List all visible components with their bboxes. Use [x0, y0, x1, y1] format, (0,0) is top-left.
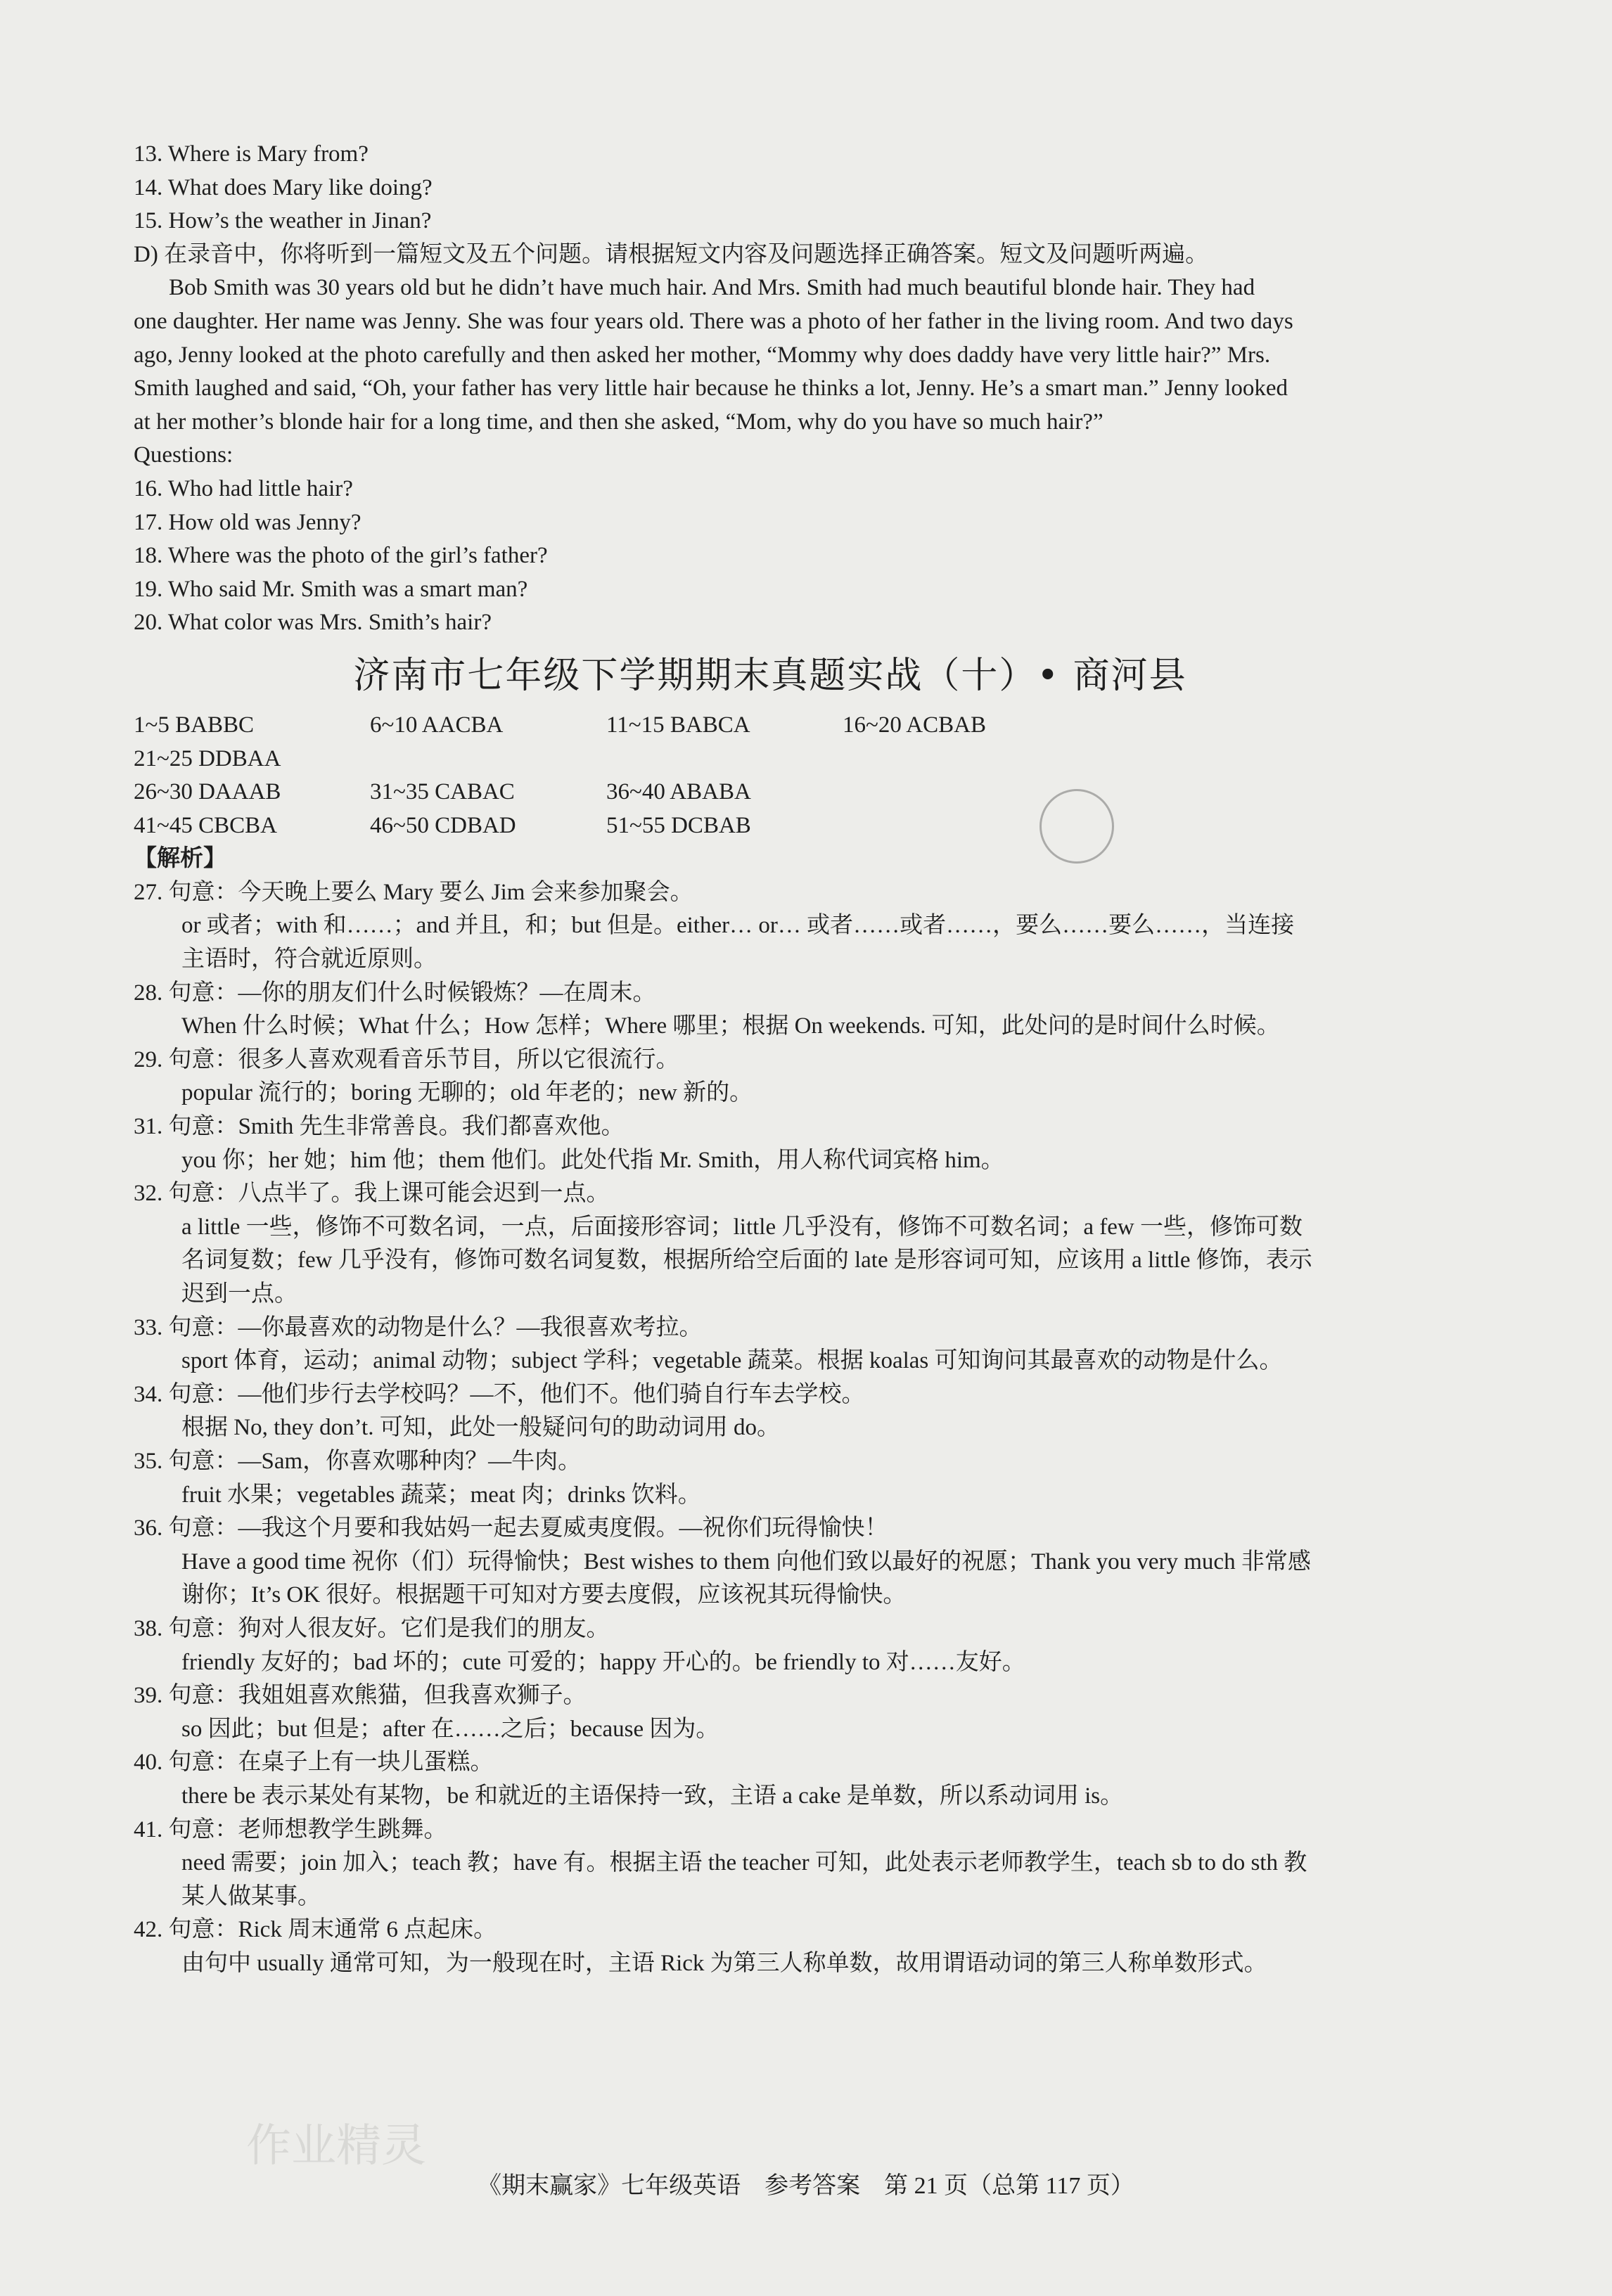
passage-line-4: Smith laughed and said, “Oh, your father has very little hair because he thinks a lot, Jenny. He’s a smart man.” Jenny looked	[134, 376, 1288, 402]
explanation-heading: 33. 句意：—你最喜欢的动物是什么？—我很喜欢考拉。	[134, 1314, 703, 1340]
explanation-item	[134, 1746, 1407, 1813]
answer-grid	[134, 709, 1407, 842]
explanation-item	[134, 1044, 1407, 1110]
explanation-text: or 或者；with 和……；and 并且，和；but 但是。either… or… 或者……或者……，要么……要么……，当连接	[181, 913, 1295, 939]
explanation-text: so 因此；but 但是；after 在……之后；because 因为。	[181, 1716, 719, 1742]
explanation-heading: 35. 句意：—Sam，你喜欢哪种肉？—牛肉。	[134, 1448, 582, 1474]
explanation-item	[134, 1512, 1407, 1612]
explanation-text: sport 体育，运动；animal 动物；subject 学科；vegetable 蔬菜。根据 koalas 可知询问其最喜欢的动物是什么。	[181, 1348, 1283, 1374]
explanation-item	[134, 1378, 1407, 1445]
explanation-item	[134, 1177, 1407, 1311]
question-13: 13. Where is Mary from?	[134, 141, 369, 167]
explanation-text: there be 表示某处有某物，be 和就近的主语保持一致，主语 a cake 是单数，所以系动词用 is。	[181, 1783, 1124, 1809]
explanation-text: 根据 No, they don’t. 可知，此处一般疑问句的助动词用 do。	[181, 1415, 780, 1441]
explanation-text: need 需要；join 加入；teach 教；have 有。根据主语 the teacher 可知，此处表示老师教学生，teach sb to do sth 教	[181, 1850, 1307, 1876]
question-17: 17. How old was Jenny?	[134, 509, 362, 535]
explanation-heading: 42. 句意：Rick 周末通常 6 点起床。	[134, 1917, 497, 1943]
explanation-heading: 27. 句意：今天晚上要么 Mary 要么 Jim 会来参加聚会。	[134, 879, 693, 905]
explanations-list	[134, 876, 1407, 1981]
page-footer: 《期末赢家》七年级英语 参考答案 第 21 页（总第 117 页）	[478, 2173, 1134, 2199]
answer-cell	[843, 743, 1079, 776]
passage-line-1: Bob Smith was 30 years old but he didn’t have much hair. And Mrs. Smith had much beautiful blonde hair. They had	[169, 275, 1255, 301]
explanation-heading: 32. 句意：八点半了。我上课可能会迟到一点。	[134, 1181, 610, 1207]
analysis-label: 【解析】	[134, 846, 226, 872]
explanation-item	[134, 1679, 1407, 1746]
passage-line-2: one daughter. Her name was Jenny. She was four years old. There was a photo of her father in the living room. And two days	[134, 308, 1293, 334]
explanation-item	[134, 977, 1407, 1044]
explanation-heading: 34. 句意：—他们步行去学校吗？—不，他们不。他们骑自行车去学校。	[134, 1381, 865, 1407]
explanation-text: 名词复数；few 几乎没有，修饰可数名词复数，根据所给空后面的 late 是形容词可知，应该用 a little 修饰，表示	[181, 1248, 1312, 1274]
section-title: 济南市七年级下学期期末真题实战（十）• 商河县	[353, 654, 1187, 697]
explanation-text: popular 流行的；boring 无聊的；old 年老的；new 新的。	[181, 1080, 753, 1106]
explanation-heading: 40. 句意：在桌子上有一块儿蛋糕。	[134, 1750, 494, 1776]
passage-line-5: at her mother’s blonde hair for a long time, and then she asked, “Mom, why do you have so much hair?”	[134, 409, 1104, 435]
answer-cell	[370, 743, 606, 776]
answer-cell: 6~10 AACBA	[370, 712, 504, 738]
section-d	[134, 238, 1407, 640]
answer-cell: 26~30 DAAAB	[134, 779, 281, 805]
explanation-item	[134, 1311, 1407, 1378]
explanation-item	[134, 1814, 1407, 1914]
explanation-heading: 39. 句意：我姐姐喜欢熊猫，但我喜欢狮子。	[134, 1683, 587, 1709]
explanation-heading: 28. 句意：—你的朋友们什么时候锻炼？—在周末。	[134, 980, 656, 1006]
explanation-text: 某人做某事。	[181, 1883, 321, 1909]
explanation-text: friendly 友好的；bad 坏的；cute 可爱的；happy 开心的。be friendly to 对……友好。	[181, 1649, 1025, 1675]
listening-questions-13-15	[134, 138, 1407, 238]
explanation-text: a little 一些，修饰不可数名词，一点，后面接形容词；little 几乎没有，修饰不可数名词；a few 一些，修饰可数	[181, 1214, 1303, 1240]
faint-watermark: 作业精灵	[246, 2120, 426, 2172]
answer-cell	[606, 743, 843, 776]
explanation-heading: 31. 句意：Smith 先生非常善良。我们都喜欢他。	[134, 1114, 625, 1140]
explanation-text: fruit 水果；vegetables 蔬菜；meat 肉；drinks 饮料。	[181, 1482, 701, 1508]
explanation-heading: 38. 句意：狗对人很友好。它们是我们的朋友。	[134, 1615, 610, 1641]
explanation-text: 主语时，符合就近原则。	[181, 947, 437, 973]
answer-cell: 1~5 BABBC	[134, 712, 254, 738]
explanation-item	[134, 1612, 1407, 1679]
answer-cell: 36~40 ABABA	[606, 779, 751, 805]
answer-cell	[843, 776, 1079, 809]
explanation-text: When 什么时候；What 什么；How 怎样；Where 哪里；根据 On weekends. 可知，此处问的是时间什么时候。	[181, 1013, 1280, 1039]
answer-cell: 41~45 CBCBA	[134, 812, 277, 838]
answer-cell: 31~35 CABAC	[370, 779, 515, 805]
answer-cell: 46~50 CDBAD	[370, 812, 516, 838]
explanation-item	[134, 1913, 1407, 1980]
explanation-text: Have a good time 祝你（们）玩得愉快；Best wishes to them 向他们致以最好的祝愿；Thank you very much 非常感	[181, 1548, 1311, 1575]
answer-cell	[843, 809, 1079, 843]
explanation-item	[134, 876, 1407, 977]
answer-cell: 21~25 DDBAA	[134, 745, 281, 771]
answer-cell: 51~55 DCBAB	[606, 812, 751, 838]
question-15: 15. How’s the weather in Jinan?	[134, 208, 432, 234]
question-19: 19. Who said Mr. Smith was a smart man?	[134, 576, 528, 602]
explanation-text: you 你；her 她；him 他；them 他们。此处代指 Mr. Smith，用人称代词宾格 him。	[181, 1147, 1004, 1173]
section-d-instruction: D) 在录音中，你将听到一篇短文及五个问题。请根据短文内容及问题选择正确答案。短文及问题听两遍。	[134, 241, 1209, 267]
answer-cell: 11~15 BABCA	[606, 712, 750, 738]
answer-cell: 16~20 ACBAB	[843, 712, 986, 738]
explanation-heading: 41. 句意：老师想教学生跳舞。	[134, 1816, 447, 1842]
page-content	[134, 138, 1407, 1980]
explanation-text: 由句中 usually 通常可知，为一般现在时，主语 Rick 为第三人称单数，故用谓语动词的第三人称单数形式。	[181, 1950, 1267, 1976]
questions-label: Questions:	[134, 442, 234, 468]
question-16: 16. Who had little hair?	[134, 475, 353, 501]
explanation-item	[134, 1110, 1407, 1177]
question-20: 20. What color was Mrs. Smith’s hair?	[134, 610, 492, 636]
explanation-heading: 29. 句意：很多人喜欢观看音乐节目，所以它很流行。	[134, 1046, 679, 1072]
explanation-item	[134, 1445, 1407, 1512]
explanation-heading: 36. 句意：—我这个月要和我姑妈一起去夏威夷度假。—祝你们玩得愉快！	[134, 1515, 888, 1541]
passage-line-3: ago, Jenny looked at the photo carefully and then asked her mother, “Mommy why does daddy have very little hair?” Mrs.	[134, 342, 1271, 368]
question-14: 14. What does Mary like doing?	[134, 174, 433, 200]
explanation-text: 谢你；It’s OK 很好。根据题干可知对方要去度假，应该祝其玩得愉快。	[181, 1582, 907, 1608]
explanation-text: 迟到一点。	[181, 1281, 298, 1307]
question-18: 18. Where was the photo of the girl’s father?	[134, 543, 548, 569]
